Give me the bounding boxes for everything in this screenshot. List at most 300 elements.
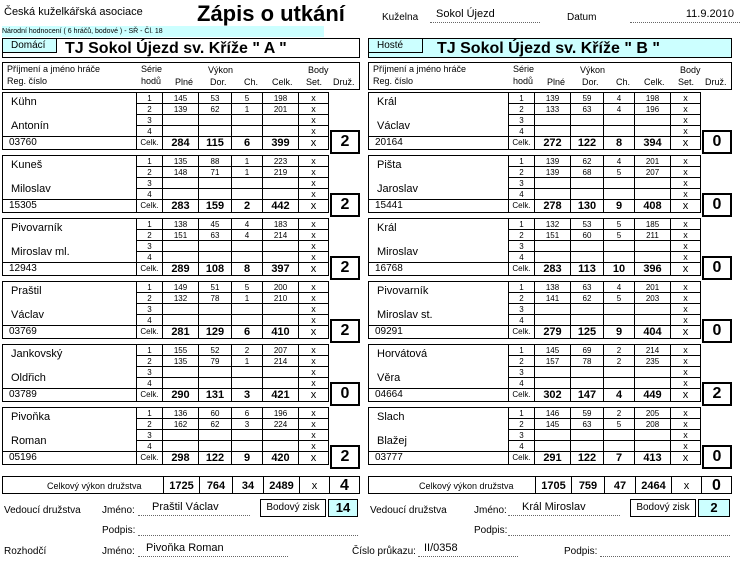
- serie-number: 3: [137, 178, 163, 189]
- serie-number: 3: [509, 241, 535, 252]
- throw-cell: [263, 115, 299, 126]
- player-surname: Král: [377, 96, 397, 108]
- player-surname: Praštil: [11, 285, 42, 297]
- set-mark: x: [299, 178, 329, 189]
- player-total-cell: 442: [263, 200, 299, 213]
- player-firstname: Antonín: [11, 120, 49, 132]
- away-column-headers: [368, 62, 732, 90]
- set-mark: x: [671, 293, 701, 304]
- serie-number: 1: [137, 156, 163, 167]
- home-total-dor: 764: [199, 477, 232, 493]
- set-mark: x: [671, 282, 701, 293]
- throw-cell: [604, 367, 635, 378]
- throw-cell: 78: [199, 293, 232, 304]
- home-total-celk: 2489: [263, 477, 299, 493]
- player-name-cell: [3, 408, 137, 452]
- player-total-cell: 291: [535, 452, 571, 465]
- throw-cell: [199, 252, 232, 263]
- throw-cell: 185: [635, 219, 671, 230]
- serie-number: 1: [509, 156, 535, 167]
- serie-number: 1: [509, 282, 535, 293]
- serie-number: 2: [509, 104, 535, 115]
- player-total-cell: 147: [571, 389, 604, 402]
- set-mark: x: [671, 200, 701, 213]
- throw-cell: 45: [199, 219, 232, 230]
- throw-cell: [535, 252, 571, 263]
- throw-cell: [571, 315, 604, 326]
- serie-number: 4: [509, 252, 535, 263]
- throw-cell: 69: [571, 345, 604, 356]
- throw-cell: 211: [635, 230, 671, 241]
- throw-cell: 68: [571, 167, 604, 178]
- away-label: Hosté: [369, 39, 423, 53]
- set-mark: x: [299, 452, 329, 465]
- home-team-name: TJ Sokol Újezd sv. Kříže " A ": [65, 40, 287, 57]
- serie-number: 1: [509, 93, 535, 104]
- throw-cell: [604, 189, 635, 200]
- player-total-cell: 410: [263, 326, 299, 339]
- throw-cell: [199, 441, 232, 452]
- player-surname: Pivoňka: [11, 411, 51, 423]
- throw-cell: [163, 378, 199, 389]
- set-mark: x: [671, 356, 701, 367]
- throw-cell: [163, 304, 199, 315]
- set-mark: x: [671, 115, 701, 126]
- player-total-cell: 113: [571, 263, 604, 276]
- throw-cell: [535, 378, 571, 389]
- throw-cell: 4: [604, 104, 635, 115]
- throw-cell: [604, 315, 635, 326]
- player-reg-number: 03769: [3, 326, 137, 339]
- serie-number: 2: [509, 419, 535, 430]
- throw-cell: 201: [635, 156, 671, 167]
- throw-cell: 149: [163, 282, 199, 293]
- home-captain-label: Vedoucí družstva: [4, 505, 81, 516]
- serie-number: 4: [509, 126, 535, 137]
- player-total-cell: 449: [635, 389, 671, 402]
- throw-cell: [604, 378, 635, 389]
- set-mark: x: [671, 167, 701, 178]
- away-player-3-points: 0: [702, 256, 732, 280]
- hdr-serie2: hodů: [141, 76, 162, 86]
- set-mark: x: [299, 430, 329, 441]
- player-total-cell: 9: [232, 452, 263, 465]
- throw-cell: [535, 189, 571, 200]
- referee-podpis-label: Podpis:: [564, 546, 598, 557]
- player-surname: Král: [377, 222, 397, 234]
- throw-cell: [199, 178, 232, 189]
- set-mark: x: [299, 104, 329, 115]
- throw-cell: 1: [232, 167, 263, 178]
- player-firstname: Blažej: [377, 435, 407, 447]
- player-total-cell: 122: [199, 452, 232, 465]
- throw-cell: 59: [571, 408, 604, 419]
- throw-cell: 155: [163, 345, 199, 356]
- throw-cell: 62: [199, 104, 232, 115]
- player-total-cell: 298: [163, 452, 199, 465]
- set-mark: x: [299, 419, 329, 430]
- away-player-2: [368, 155, 701, 213]
- player-name-cell: [3, 156, 137, 200]
- player-name-cell: [3, 282, 137, 326]
- player-surname: Kühn: [11, 96, 37, 108]
- throw-cell: [199, 189, 232, 200]
- throw-cell: 148: [163, 167, 199, 178]
- throw-cell: [232, 252, 263, 263]
- player-total-cell: 8: [604, 137, 635, 150]
- referee-name: Pivoňka Roman: [138, 542, 288, 557]
- throw-cell: 4: [604, 156, 635, 167]
- throw-cell: 135: [163, 356, 199, 367]
- serie-number: 2: [509, 293, 535, 304]
- serie-number: 1: [137, 345, 163, 356]
- player-total-cell: 279: [535, 326, 571, 339]
- throw-cell: 63: [571, 419, 604, 430]
- serie-number: 4: [137, 252, 163, 263]
- home-captain-name: Praštil Václav: [138, 501, 250, 516]
- set-mark: x: [671, 241, 701, 252]
- set-mark: x: [299, 126, 329, 137]
- throw-cell: [604, 126, 635, 137]
- set-mark: x: [671, 178, 701, 189]
- throw-cell: [635, 367, 671, 378]
- hdr-serie1: Série: [513, 64, 535, 74]
- away-bodovy-zisk-label: Bodový zisk: [630, 499, 696, 517]
- throw-cell: 88: [199, 156, 232, 167]
- player-total-cell: 10: [604, 263, 635, 276]
- throw-cell: [635, 430, 671, 441]
- home-podpis-line: [138, 522, 358, 536]
- player-total-cell: 290: [163, 389, 199, 402]
- player-firstname: Václav: [377, 120, 411, 132]
- hdr-body: Body: [680, 65, 701, 75]
- celk-row-label: Celk.: [509, 452, 535, 465]
- player-surname: Jankovský: [11, 348, 63, 360]
- hdr-plne: Plné: [175, 77, 194, 87]
- throw-cell: 1: [232, 156, 263, 167]
- serie-number: 3: [509, 304, 535, 315]
- throw-cell: [232, 315, 263, 326]
- throw-cell: 5: [604, 419, 635, 430]
- throw-cell: 207: [635, 167, 671, 178]
- player-reg-number: 03777: [369, 452, 509, 465]
- away-player-1-points: 0: [702, 130, 732, 154]
- throw-cell: [604, 252, 635, 263]
- set-mark: x: [671, 156, 701, 167]
- throw-cell: 2: [604, 356, 635, 367]
- set-mark: x: [299, 252, 329, 263]
- away-podpis-label: Podpis:: [474, 525, 508, 536]
- player-firstname: Václav: [11, 309, 45, 321]
- hdr-plne: Plné: [547, 77, 566, 87]
- throw-cell: [635, 126, 671, 137]
- throw-cell: 4: [604, 282, 635, 293]
- serie-number: 4: [137, 378, 163, 389]
- throw-cell: 62: [571, 156, 604, 167]
- throw-cell: [604, 441, 635, 452]
- throw-cell: 78: [571, 356, 604, 367]
- celk-row-label: Celk.: [137, 326, 163, 339]
- set-mark: x: [671, 304, 701, 315]
- throw-cell: [232, 304, 263, 315]
- serie-number: 1: [509, 219, 535, 230]
- serie-number: 3: [509, 430, 535, 441]
- player-firstname: Miroslav ml.: [11, 246, 70, 258]
- throw-cell: 132: [535, 219, 571, 230]
- throw-cell: [263, 367, 299, 378]
- player-total-cell: 283: [163, 200, 199, 213]
- home-player-1-points: 2: [330, 130, 360, 154]
- throw-cell: 139: [535, 93, 571, 104]
- away-team-points: 0: [701, 477, 731, 493]
- venue-field: Sokol Újezd: [430, 8, 540, 23]
- throw-cell: [232, 441, 263, 452]
- throw-cell: [635, 178, 671, 189]
- away-bodovy-zisk-value: 2: [698, 499, 730, 517]
- serie-number: 3: [137, 430, 163, 441]
- away-player-5: [368, 344, 701, 402]
- hdr-druz: Druž.: [705, 77, 727, 87]
- hdr-celk: Celk.: [272, 77, 293, 87]
- away-player-6-points: 0: [702, 445, 732, 469]
- throw-cell: 135: [163, 156, 199, 167]
- throw-cell: [263, 378, 299, 389]
- set-mark: x: [299, 219, 329, 230]
- throw-cell: 196: [635, 104, 671, 115]
- set-mark: x: [299, 241, 329, 252]
- player-surname: Slach: [377, 411, 405, 423]
- throw-cell: [571, 367, 604, 378]
- referee-label: Rozhodčí: [4, 546, 47, 557]
- serie-number: 1: [509, 408, 535, 419]
- home-player-1: [2, 92, 329, 150]
- set-mark: x: [299, 230, 329, 241]
- throw-cell: 5: [604, 293, 635, 304]
- set-mark: x: [299, 367, 329, 378]
- throw-cell: 183: [263, 219, 299, 230]
- celk-row-label: Celk.: [509, 389, 535, 402]
- throw-cell: [535, 430, 571, 441]
- serie-number: 4: [137, 126, 163, 137]
- throw-cell: 79: [199, 356, 232, 367]
- player-total-cell: 394: [635, 137, 671, 150]
- serie-number: 4: [137, 441, 163, 452]
- document-title: Zápis o utkání: [197, 1, 345, 26]
- player-name-cell: [3, 219, 137, 263]
- throw-cell: 198: [263, 93, 299, 104]
- celk-row-label: Celk.: [509, 263, 535, 276]
- player-total-cell: 122: [571, 137, 604, 150]
- set-mark: x: [671, 441, 701, 452]
- set-mark: x: [299, 408, 329, 419]
- throw-cell: 146: [535, 408, 571, 419]
- throw-cell: 4: [232, 230, 263, 241]
- throw-cell: 139: [535, 167, 571, 178]
- throw-cell: [232, 367, 263, 378]
- serie-number: 2: [137, 293, 163, 304]
- set-mark: x: [299, 137, 329, 150]
- throw-cell: [232, 115, 263, 126]
- throw-cell: [635, 241, 671, 252]
- throw-cell: [635, 115, 671, 126]
- hdr-celk: Celk.: [644, 77, 665, 87]
- throw-cell: [571, 126, 604, 137]
- serie-number: 3: [509, 115, 535, 126]
- player-reg-number: 09291: [369, 326, 509, 339]
- player-name-cell: [369, 93, 509, 137]
- player-total-cell: 6: [232, 326, 263, 339]
- serie-number: 4: [509, 378, 535, 389]
- hdr-dor: Dor.: [210, 77, 227, 87]
- serie-number: 1: [137, 219, 163, 230]
- player-total-cell: 408: [635, 200, 671, 213]
- celk-row-label: Celk.: [137, 137, 163, 150]
- throw-cell: 2: [604, 408, 635, 419]
- throw-cell: [263, 126, 299, 137]
- throw-cell: 162: [163, 419, 199, 430]
- throw-cell: 205: [635, 408, 671, 419]
- throw-cell: [199, 241, 232, 252]
- throw-cell: 63: [571, 104, 604, 115]
- throw-cell: [232, 430, 263, 441]
- throw-cell: 3: [232, 419, 263, 430]
- set-mark: x: [671, 378, 701, 389]
- throw-cell: 151: [163, 230, 199, 241]
- home-label: Domácí: [3, 39, 57, 53]
- player-total-cell: 4: [604, 389, 635, 402]
- throw-cell: 5: [604, 167, 635, 178]
- player-total-cell: 6: [232, 137, 263, 150]
- throw-cell: 201: [263, 104, 299, 115]
- player-reg-number: 15305: [3, 200, 137, 213]
- celk-row-label: Celk.: [137, 389, 163, 402]
- home-player-6: [2, 407, 329, 465]
- player-total-cell: 397: [263, 263, 299, 276]
- serie-number: 3: [137, 367, 163, 378]
- throw-cell: 145: [535, 419, 571, 430]
- player-reg-number: 03789: [3, 389, 137, 402]
- throw-cell: 4: [604, 93, 635, 104]
- hdr-ch: Ch.: [244, 77, 259, 87]
- set-mark: x: [299, 263, 329, 276]
- home-player-5: [2, 344, 329, 402]
- player-total-cell: 130: [571, 200, 604, 213]
- throw-cell: 2: [232, 345, 263, 356]
- throw-cell: 71: [199, 167, 232, 178]
- player-total-cell: 115: [199, 137, 232, 150]
- home-player-4-points: 2: [330, 319, 360, 343]
- throw-cell: [604, 178, 635, 189]
- player-total-cell: 7: [604, 452, 635, 465]
- set-mark: x: [299, 156, 329, 167]
- set-mark: x: [299, 293, 329, 304]
- throw-cell: [571, 441, 604, 452]
- away-total-plne: 1705: [535, 477, 571, 493]
- hdr-body: Body: [308, 65, 329, 75]
- away-podpis-line: [508, 522, 730, 536]
- player-name-cell: [369, 345, 509, 389]
- throw-cell: 5: [604, 219, 635, 230]
- player-total-cell: 289: [163, 263, 199, 276]
- throw-cell: 51: [199, 282, 232, 293]
- serie-number: 2: [137, 167, 163, 178]
- set-mark: x: [671, 345, 701, 356]
- player-name-cell: [369, 408, 509, 452]
- throw-cell: [163, 441, 199, 452]
- player-surname: Pivovarník: [377, 285, 429, 297]
- throw-cell: [635, 252, 671, 263]
- player-total-cell: 284: [163, 137, 199, 150]
- serie-number: 1: [137, 408, 163, 419]
- throw-cell: 198: [635, 93, 671, 104]
- throw-cell: 136: [163, 408, 199, 419]
- set-mark: x: [299, 200, 329, 213]
- serie-number: 2: [509, 167, 535, 178]
- throw-cell: [635, 378, 671, 389]
- set-mark: x: [671, 93, 701, 104]
- player-surname: Kuneš: [11, 159, 43, 171]
- throw-cell: 196: [263, 408, 299, 419]
- throw-cell: [199, 378, 232, 389]
- throw-cell: 132: [163, 293, 199, 304]
- home-total-x: x: [299, 477, 329, 493]
- date-field: 11.9.2010: [630, 8, 740, 23]
- home-captain-jmeno-label: Jméno:: [102, 505, 135, 516]
- player-reg-number: 04664: [369, 389, 509, 402]
- celk-row-label: Celk.: [137, 263, 163, 276]
- throw-cell: 53: [571, 219, 604, 230]
- throw-cell: [263, 178, 299, 189]
- away-total-x: x: [671, 477, 701, 493]
- set-mark: x: [671, 137, 701, 150]
- set-mark: x: [671, 367, 701, 378]
- home-podpis-label: Podpis:: [102, 525, 136, 536]
- throw-cell: 60: [199, 408, 232, 419]
- throw-cell: [163, 241, 199, 252]
- throw-cell: 2: [604, 345, 635, 356]
- throw-cell: [199, 367, 232, 378]
- throw-cell: 141: [535, 293, 571, 304]
- hdr-serie1: Série: [141, 64, 163, 74]
- throw-cell: [604, 304, 635, 315]
- throw-cell: [263, 441, 299, 452]
- set-mark: x: [671, 263, 701, 276]
- player-reg-number: 12943: [3, 263, 137, 276]
- home-total-label: Celkový výkon družstva: [47, 481, 142, 491]
- set-mark: x: [671, 219, 701, 230]
- player-name-cell: [3, 345, 137, 389]
- away-captain-label: Vedoucí družstva: [370, 505, 447, 516]
- home-player-6-points: 2: [330, 445, 360, 469]
- serie-number: 4: [509, 315, 535, 326]
- home-column-headers: [2, 62, 360, 90]
- throw-cell: 5: [232, 93, 263, 104]
- throw-cell: [535, 178, 571, 189]
- throw-cell: 5: [232, 282, 263, 293]
- throw-cell: [199, 304, 232, 315]
- throw-cell: [571, 189, 604, 200]
- throw-cell: 63: [571, 282, 604, 293]
- home-bodovy-zisk-label: Bodový zisk: [260, 499, 326, 517]
- home-player-4: [2, 281, 329, 339]
- set-mark: x: [671, 389, 701, 402]
- throw-cell: [535, 441, 571, 452]
- venue-label: Kuželna: [382, 12, 419, 23]
- throw-cell: [571, 115, 604, 126]
- away-team-total-row: [368, 476, 732, 494]
- throw-cell: [535, 126, 571, 137]
- away-team-name: TJ Sokol Újezd sv. Kříže " B ": [437, 40, 660, 57]
